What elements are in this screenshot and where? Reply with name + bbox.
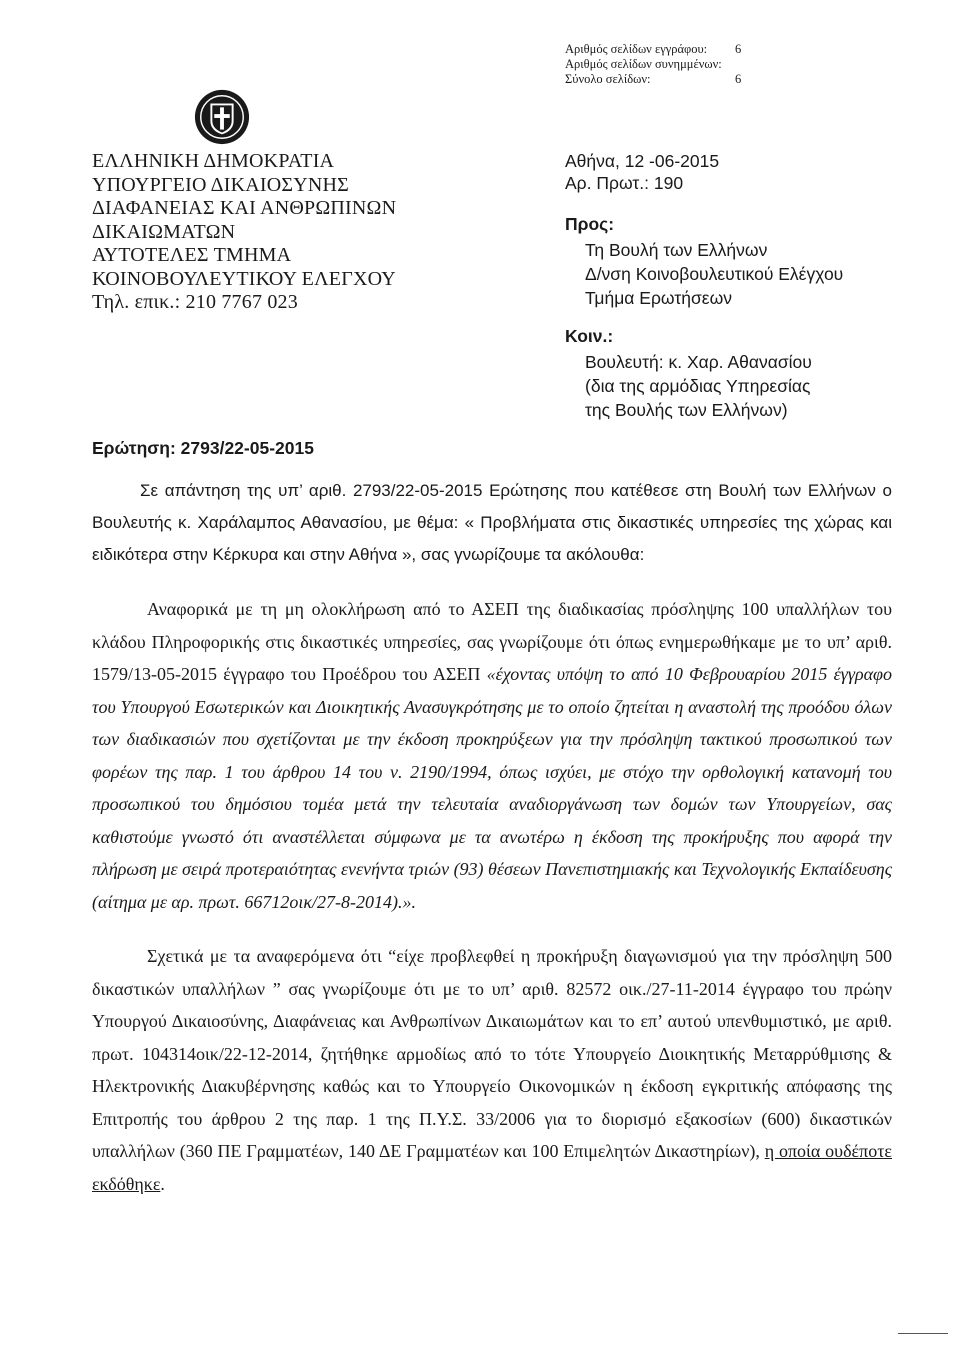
paragraph-staff <box>92 940 892 1200</box>
paragraph-staff-end: . <box>160 1173 165 1194</box>
protocol-number: Αρ. Πρωτ.: 190 <box>565 173 684 193</box>
sender-line: ΥΠΟΥΡΓΕΙΟ ΔΙΚΑΙΟΣΥΝΗΣ <box>92 173 350 196</box>
recipient-block <box>585 238 843 310</box>
letter-body <box>92 475 892 1222</box>
cc-block <box>585 350 812 422</box>
attach-pages-row <box>565 57 755 72</box>
paragraph-asep <box>92 593 892 918</box>
recipient-line: Τμήμα Ερωτήσεων <box>585 288 732 308</box>
cc-line: (δια της αρμόδιας Υπηρεσίας <box>585 376 811 396</box>
paragraph-asep-quote: «έχοντας υπόψη το από 10 Φεβρουαρίου 2015 έγγραφο του Υπουργού Εσωτερικών και Διοικητικής Ανασυγκρότησης με το οποίο ζητείται η αναστολή της προόδου όλων των διαδικασιών που σχετίζονται με την έκδοση προκηρύξεων για την πρόσληψη τακτικού προσωπικού των φορέων της παρ. 1 του άρθρου 14 του ν. 2190/1994, όπως ισχύει, με στόχο την ορθολογική κατανομή του προσωπικού του δημόσιου τομέα μετά την τελευταία αναδιοργάνωση των δομών των Υπουργείων, σας καθιστούμε γνωστό ότι αναστέλλεται σύμφωνα με τα ανωτέρω η έκδοση της προκήρυξης που αφορά την πλήρωση με σειρά προτεραιότητας ενενήντα τριών (93) θέσεων Πανεπιστημιακής και Τεχνολογικής Εκπαίδευσης (αίτημα με αρ. πρωτ. 66712οικ/27-8-2014).». <box>92 664 892 912</box>
cc-label: Κοιν.: <box>565 326 614 346</box>
attach-pages-value <box>735 57 755 72</box>
sender-line: ΔΙΑΦΑΝΕΙΑΣ ΚΑΙ ΑΝΘΡΩΠΙΝΩΝ <box>92 197 397 219</box>
page-count-box <box>565 42 755 87</box>
place-date-block <box>565 150 719 194</box>
question-reference: Ερώτηση: 2793/22-05-2015 <box>92 438 314 458</box>
doc-pages-row <box>565 42 755 57</box>
sender-line: ΕΛΛΗΝΙΚΗ ΔΗΜΟΚΡΑΤΙΑ <box>92 150 335 172</box>
sender-phone: Τηλ. επικ.: 210 7767 023 <box>92 291 298 313</box>
sender-line: ΔΙΚΑΙΩΜΑΤΩΝ <box>92 220 236 243</box>
cc-line: της Βουλής των Ελλήνων) <box>585 400 788 420</box>
paragraph-intro: Σε απάντηση της υπ’ αριθ. 2793/22-05-2015 Ερώτησης που κατέθεσε στη Βουλή των Ελλήνων ο Βουλευτής κ. Χαράλαμπος Αθανασίου, με θέμα: « Προβλήματα στις δικαστικές υπηρεσίες της χώρας και ειδικότερα στην Κέρκυρα και στην Αθήνα », σας γνωρίζουμε τα ακόλουθα: <box>92 481 892 564</box>
paragraph-asep-text: Αναφορικά με τη μη ολοκλήρωση από το ΑΣΕΠ της διαδικασίας πρόσληψης 100 υπαλλήλων του κλάδου Πληροφορικής στις δικαστικές υπηρεσίες, σας γνωρίζουμε ότι όπως ενημερωθήκαμε με το υπ’ αριθ. 1579/13-05-2015 έγγραφο του Προέδρου του ΑΣΕΠ <box>92 599 892 684</box>
recipient-label: Προς: <box>565 214 615 234</box>
cc-line: Βουλευτή: κ. Χαρ. Αθανασίου <box>585 352 812 372</box>
paragraph-staff-underlined: η οποία ουδέποτε εκδόθηκε <box>92 1141 892 1194</box>
page-divider <box>898 1333 948 1334</box>
total-pages-row <box>565 72 755 87</box>
doc-pages-label: Αριθμός σελίδων εγγράφου: <box>565 42 708 56</box>
recipient-line: Τη Βουλή των Ελλήνων <box>585 240 768 260</box>
paragraph-staff-text: Σχετικά με τα αναφερόμενα ότι “είχε προβλεφθεί η προκήρυξη διαγωνισμού για την πρόσληψη 500 δικαστικών υπαλλήλων ” σας γνωρίζουμε ότι με το υπ’ αριθ. 82572 οικ./27-11-2014 έγγραφο του πρώην Υπουργού Δικαιοσύνης, Διαφάνειας και Ανθρωπίνων Δικαιωμάτων και το επ’ αυτού υπενθυμιστικό, με αριθ. πρωτ. 104314οικ/22-12-2014, ζητήθηκε αρμοδίως από το τότε Υπουργείο Διοικητικής Μεταρρύθμισης & Ηλεκτρονικής Διακυβέρνησης καθώς και το Υπουργείο Οικονομικών η έκδοση εγκριτικής απόφασης της Επιτροπής του άρθρου 2 της παρ. 1 της Π.Υ.Σ. 33/2006 για το διορισμό εξακοσίων (600) δικαστικών υπαλλήλων (360 ΠΕ Γραμματέων, 140 ΔΕ Γραμματέων και 100 Επιμελητών Δικαστηρίων), <box>92 946 892 1161</box>
sender-line: ΚΟΙΝΟΒΟΥΛΕΥΤΙΚΟΥ ΕΛΕΓΧΟΥ <box>92 267 396 290</box>
sender-block <box>92 150 396 315</box>
recipient-line: Δ/νση Κοινοβουλευτικού Ελέγχου <box>585 264 844 284</box>
attach-pages-label: Αριθμός σελίδων συνημμένων: <box>565 57 722 71</box>
total-pages-value: 6 <box>735 72 742 86</box>
sender-line: ΑΥΤΟΤΕΛΕΣ ΤΜΗΜΑ <box>92 244 292 266</box>
place-date: Αθήνα, 12 -06-2015 <box>565 151 720 171</box>
greek-coat-of-arms-icon <box>193 88 251 146</box>
doc-pages-value: 6 <box>735 42 742 56</box>
total-pages-label: Σύνολο σελίδων: <box>565 72 651 86</box>
